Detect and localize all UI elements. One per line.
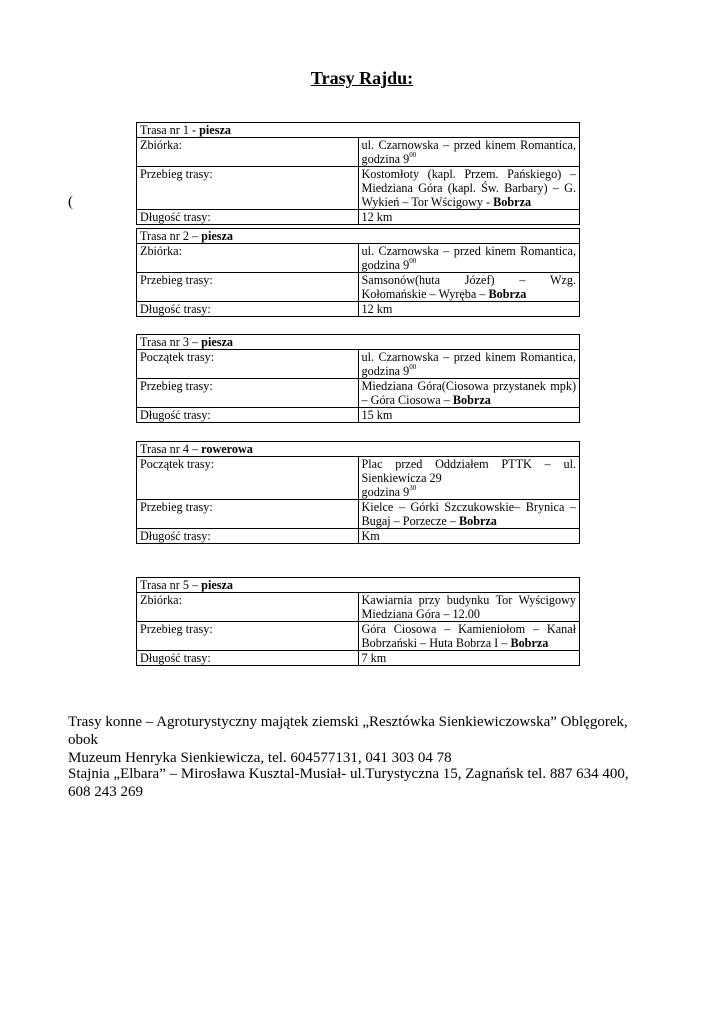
stable-line-2: 608 243 269: [68, 784, 143, 800]
route-number: Trasa nr 1 -: [140, 123, 200, 137]
route-length-row: [137, 408, 580, 423]
route-number: Trasa nr 4 –: [140, 442, 202, 456]
route-length-row: [137, 529, 580, 544]
page-title: Trasy Rajdu:: [310, 68, 414, 88]
route-value: Kostomłoty (kapl. Przem. Pańskiego) – Miedziana Góra (kapl. Św. Barbary) – G. Wykień – Tor Wścigowy - Bobrza: [358, 167, 580, 210]
route-header-row: [137, 335, 580, 350]
route-label: Przebieg trasy:: [137, 500, 359, 529]
route-header-row: [137, 229, 580, 244]
length-label: Długość trasy:: [137, 651, 359, 666]
route-table-5: [136, 577, 580, 666]
stable-line-1: Stajnia „Elbara” – Mirosława Kusztal-Musiał- ul.Turystyczna 15, Zagnańsk tel. 887 634 400,: [68, 766, 629, 782]
route-header: [137, 442, 580, 457]
route-course-row: [137, 500, 580, 529]
stray-parenthesis: (: [68, 194, 73, 210]
route-length-row: [137, 210, 580, 225]
length-label: Długość trasy:: [137, 302, 359, 317]
start-label: Początek trasy:: [137, 457, 359, 500]
route-header-row: [137, 442, 580, 457]
route-table-1: [136, 122, 580, 225]
route-header: [137, 229, 580, 244]
start-value: ul. Czarnowska – przed kinem Romantica, godzina $9^{00}$: [358, 244, 580, 273]
route-type: piesza: [201, 335, 233, 349]
route-course-row: [137, 273, 580, 302]
route-number: Trasa nr 2 –: [140, 229, 202, 243]
start-label: Zbiórka:: [137, 244, 359, 273]
route-label: Przebieg trasy:: [137, 622, 359, 651]
horse-trails-paragraph: [68, 713, 658, 767]
route-value: Góra Ciosowa – Kamieniołom – Kanał Bobrzański – Huta Bobrza I – Bobrza: [358, 622, 580, 651]
route-header: [137, 123, 580, 138]
length-value: 12 km: [358, 210, 580, 225]
start-label: Zbiórka:: [137, 593, 359, 622]
start-value: Kawiarnia przy budynku Tor Wyścigowy Miedziana Góra – 12.00: [358, 593, 580, 622]
start-value: Plac przed Oddziałem PTTK – ul. Sienkiewicza 29 godzina $9^{30}$: [358, 457, 580, 500]
start-label: Początek trasy:: [137, 350, 359, 379]
route-label: Przebieg trasy:: [137, 273, 359, 302]
stable-paragraph: [68, 765, 658, 801]
route-label: Przebieg trasy:: [137, 379, 359, 408]
route-label: Przebieg trasy:: [137, 167, 359, 210]
horse-trails-line-2: Muzeum Henryka Sienkiewicza, tel. 604577131, 041 303 04 78: [68, 750, 452, 766]
route-header-row: [137, 578, 580, 593]
route-start-row: [137, 593, 580, 622]
route-header: [137, 335, 580, 350]
route-length-row: [137, 651, 580, 666]
route-type: piesza: [201, 578, 233, 592]
route-table-3: [136, 334, 580, 423]
route-value: Miedziana Góra(Ciosowa przystanek mpk) – Góra Ciosowa – Bobrza: [358, 379, 580, 408]
route-start-row: [137, 138, 580, 167]
length-label: Długość trasy:: [137, 529, 359, 544]
horse-trails-line-1: Trasy konne – Agroturystyczny majątek ziemski „Resztówka Sienkiewiczowska” Oblęgorek, obok: [68, 714, 628, 748]
length-value: 7 km: [358, 651, 580, 666]
route-value: Samsonów(huta Józef) – Wzg. Kołomańskie – Wyręba – Bobrza: [358, 273, 580, 302]
length-label: Długość trasy:: [137, 408, 359, 423]
route-type: rowerowa: [201, 442, 253, 456]
route-type: piesza: [199, 123, 231, 137]
length-value: Km: [358, 529, 580, 544]
route-start-row: [137, 350, 580, 379]
start-value: ul. Czarnowska – przed kinem Romantica, godzina $9^{00}$: [358, 350, 580, 379]
length-value: 12 km: [358, 302, 580, 317]
length-label: Długość trasy:: [137, 210, 359, 225]
route-course-row: [137, 167, 580, 210]
route-header-row: [137, 123, 580, 138]
route-table-4: [136, 441, 580, 544]
route-value: Kielce – Górki Szczukowskie– Brynica – Bugaj – Porzecze – Bobrza: [358, 500, 580, 529]
route-course-row: [137, 379, 580, 408]
length-value: 15 km: [358, 408, 580, 423]
start-value: ul. Czarnowska – przed kinem Romantica, godzina $9^{00}$: [358, 138, 580, 167]
route-number: Trasa nr 3 –: [140, 335, 202, 349]
route-start-row: [137, 244, 580, 273]
route-table-2: [136, 228, 580, 317]
start-label: Zbiórka:: [137, 138, 359, 167]
route-type: piesza: [201, 229, 233, 243]
route-start-row: [137, 457, 580, 500]
route-header: [137, 578, 580, 593]
route-number: Trasa nr 5 –: [140, 578, 202, 592]
route-length-row: [137, 302, 580, 317]
route-course-row: [137, 622, 580, 651]
